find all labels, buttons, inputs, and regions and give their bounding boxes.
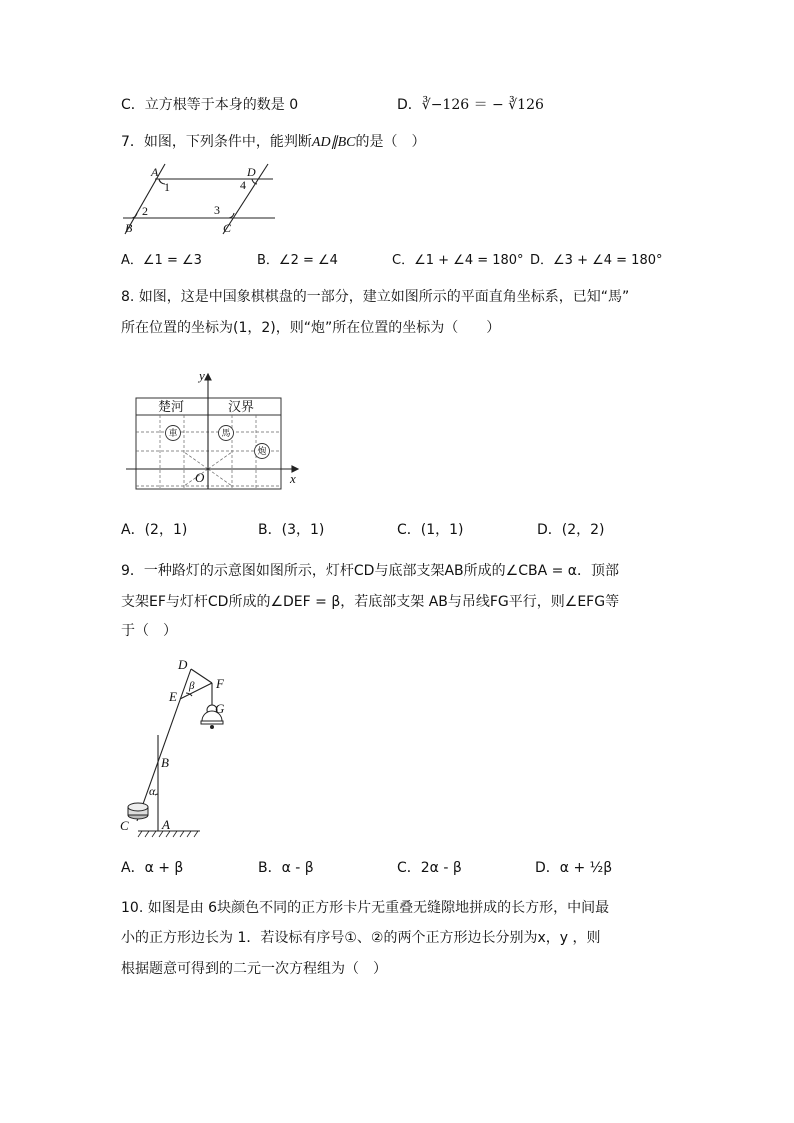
q7-label-a: A bbox=[151, 165, 159, 179]
q8-line1: 8. 如图，这是中国象棋棋盘的一部分，建立如图所示的平面直角坐标系，已知“馬” bbox=[121, 289, 630, 305]
q9-pole-cd bbox=[137, 669, 191, 821]
q9-option-a: A．α + β bbox=[121, 860, 184, 876]
q8-y-axis-arrow bbox=[205, 374, 211, 380]
q9-option-c: C．2α - β bbox=[397, 860, 462, 876]
q7-stem-text: 7．如图，下列条件中，能判断 bbox=[121, 134, 312, 150]
q9-label-g: G bbox=[215, 701, 225, 716]
q8-option-a: A．(2，1) bbox=[121, 522, 188, 538]
q7-label-d: D bbox=[247, 165, 256, 179]
q10-line2: 小的正方形边长为 1．若设标有序号①、②的两个正方形边长分别为x，y ，则 bbox=[121, 930, 601, 946]
q8-river-right: 汉界 bbox=[228, 400, 255, 415]
q7-label-3: 3 bbox=[214, 203, 220, 217]
q6-option-d-label: D． bbox=[397, 97, 422, 113]
q9-line1: 9．一种路灯的示意图如图所示，灯杆CD与底部支架AB所成的∠CBA = α．顶部 bbox=[121, 563, 620, 579]
q8-piece-che-label: 車 bbox=[168, 429, 178, 439]
q7-option-a: A．∠1 = ∠3 bbox=[121, 253, 202, 268]
q9-label-e: E bbox=[169, 689, 177, 704]
q7-option-d: D．∠3 + ∠4 = 180° bbox=[530, 253, 663, 268]
q7-label-4: 4 bbox=[240, 178, 246, 192]
q9-line2: 支架EF与灯杆CD所成的∠DEF = β，若底部支架 AB与吊线FG平行，则∠EFG等 bbox=[121, 594, 620, 610]
q9-line3: 于（ ） bbox=[121, 623, 177, 639]
q9-streetlight-figure bbox=[118, 655, 228, 840]
q7-parallelogram-figure bbox=[115, 162, 285, 236]
q8-x-label: x bbox=[290, 471, 296, 486]
q8-option-b: B．(3，1) bbox=[258, 522, 325, 538]
q9-option-d: D．α + ½β bbox=[535, 860, 613, 876]
q9-label-c: C bbox=[120, 818, 129, 833]
q8-river-left: 楚河 bbox=[158, 400, 185, 415]
q9-option-b: B．α - β bbox=[258, 860, 314, 876]
q6-option-d-expr: ∛−126 ＝ − ∛126 bbox=[421, 97, 544, 113]
q9-label-alpha: α bbox=[149, 784, 156, 798]
q8-line2: 所在位置的坐标为(1，2)，则“炮”所在位置的坐标为（ ） bbox=[121, 320, 501, 336]
q8-origin-label: O bbox=[195, 470, 205, 485]
q6-option-d bbox=[397, 96, 544, 114]
q7-stem-math: AD∥BC bbox=[311, 135, 356, 150]
q8-option-c: C．(1，1) bbox=[397, 522, 464, 538]
q9-label-a: A bbox=[162, 817, 170, 832]
q7-stem-end: 的是（ ） bbox=[355, 134, 426, 150]
q10-line3: 根据题意可得到的二元一次方程组为（ ） bbox=[121, 961, 387, 977]
q9-label-beta: β bbox=[189, 680, 195, 692]
q8-option-d: D．(2，2) bbox=[537, 522, 605, 538]
q7-option-b: B．∠2 = ∠4 bbox=[257, 253, 338, 268]
q9-label-b: B bbox=[161, 755, 169, 770]
q8-piece-pao-label: 炮 bbox=[257, 447, 267, 457]
q7-option-c: C．∠1 + ∠4 = 180° bbox=[392, 253, 524, 268]
q8-chessboard-figure bbox=[118, 368, 313, 493]
q8-y-label: y bbox=[199, 368, 205, 383]
q7-label-b: B bbox=[125, 221, 133, 235]
q9-label-f: F bbox=[216, 676, 224, 691]
q7-label-1: 1 bbox=[164, 180, 170, 194]
q7-label-c: C bbox=[223, 221, 232, 235]
q8-piece-ma-label: 馬 bbox=[221, 429, 231, 439]
q9-base-icon bbox=[128, 803, 148, 819]
q10-line1: 10. 如图是由 6块颜色不同的正方形卡片无重叠无缝隙地拼成的长方形，中间最 bbox=[121, 900, 610, 916]
q9-label-d: D bbox=[178, 657, 188, 672]
q7-label-2: 2 bbox=[142, 204, 148, 218]
q6-option-c: C．立方根等于本身的数是 0 bbox=[121, 97, 299, 113]
q7-stem bbox=[121, 133, 425, 152]
